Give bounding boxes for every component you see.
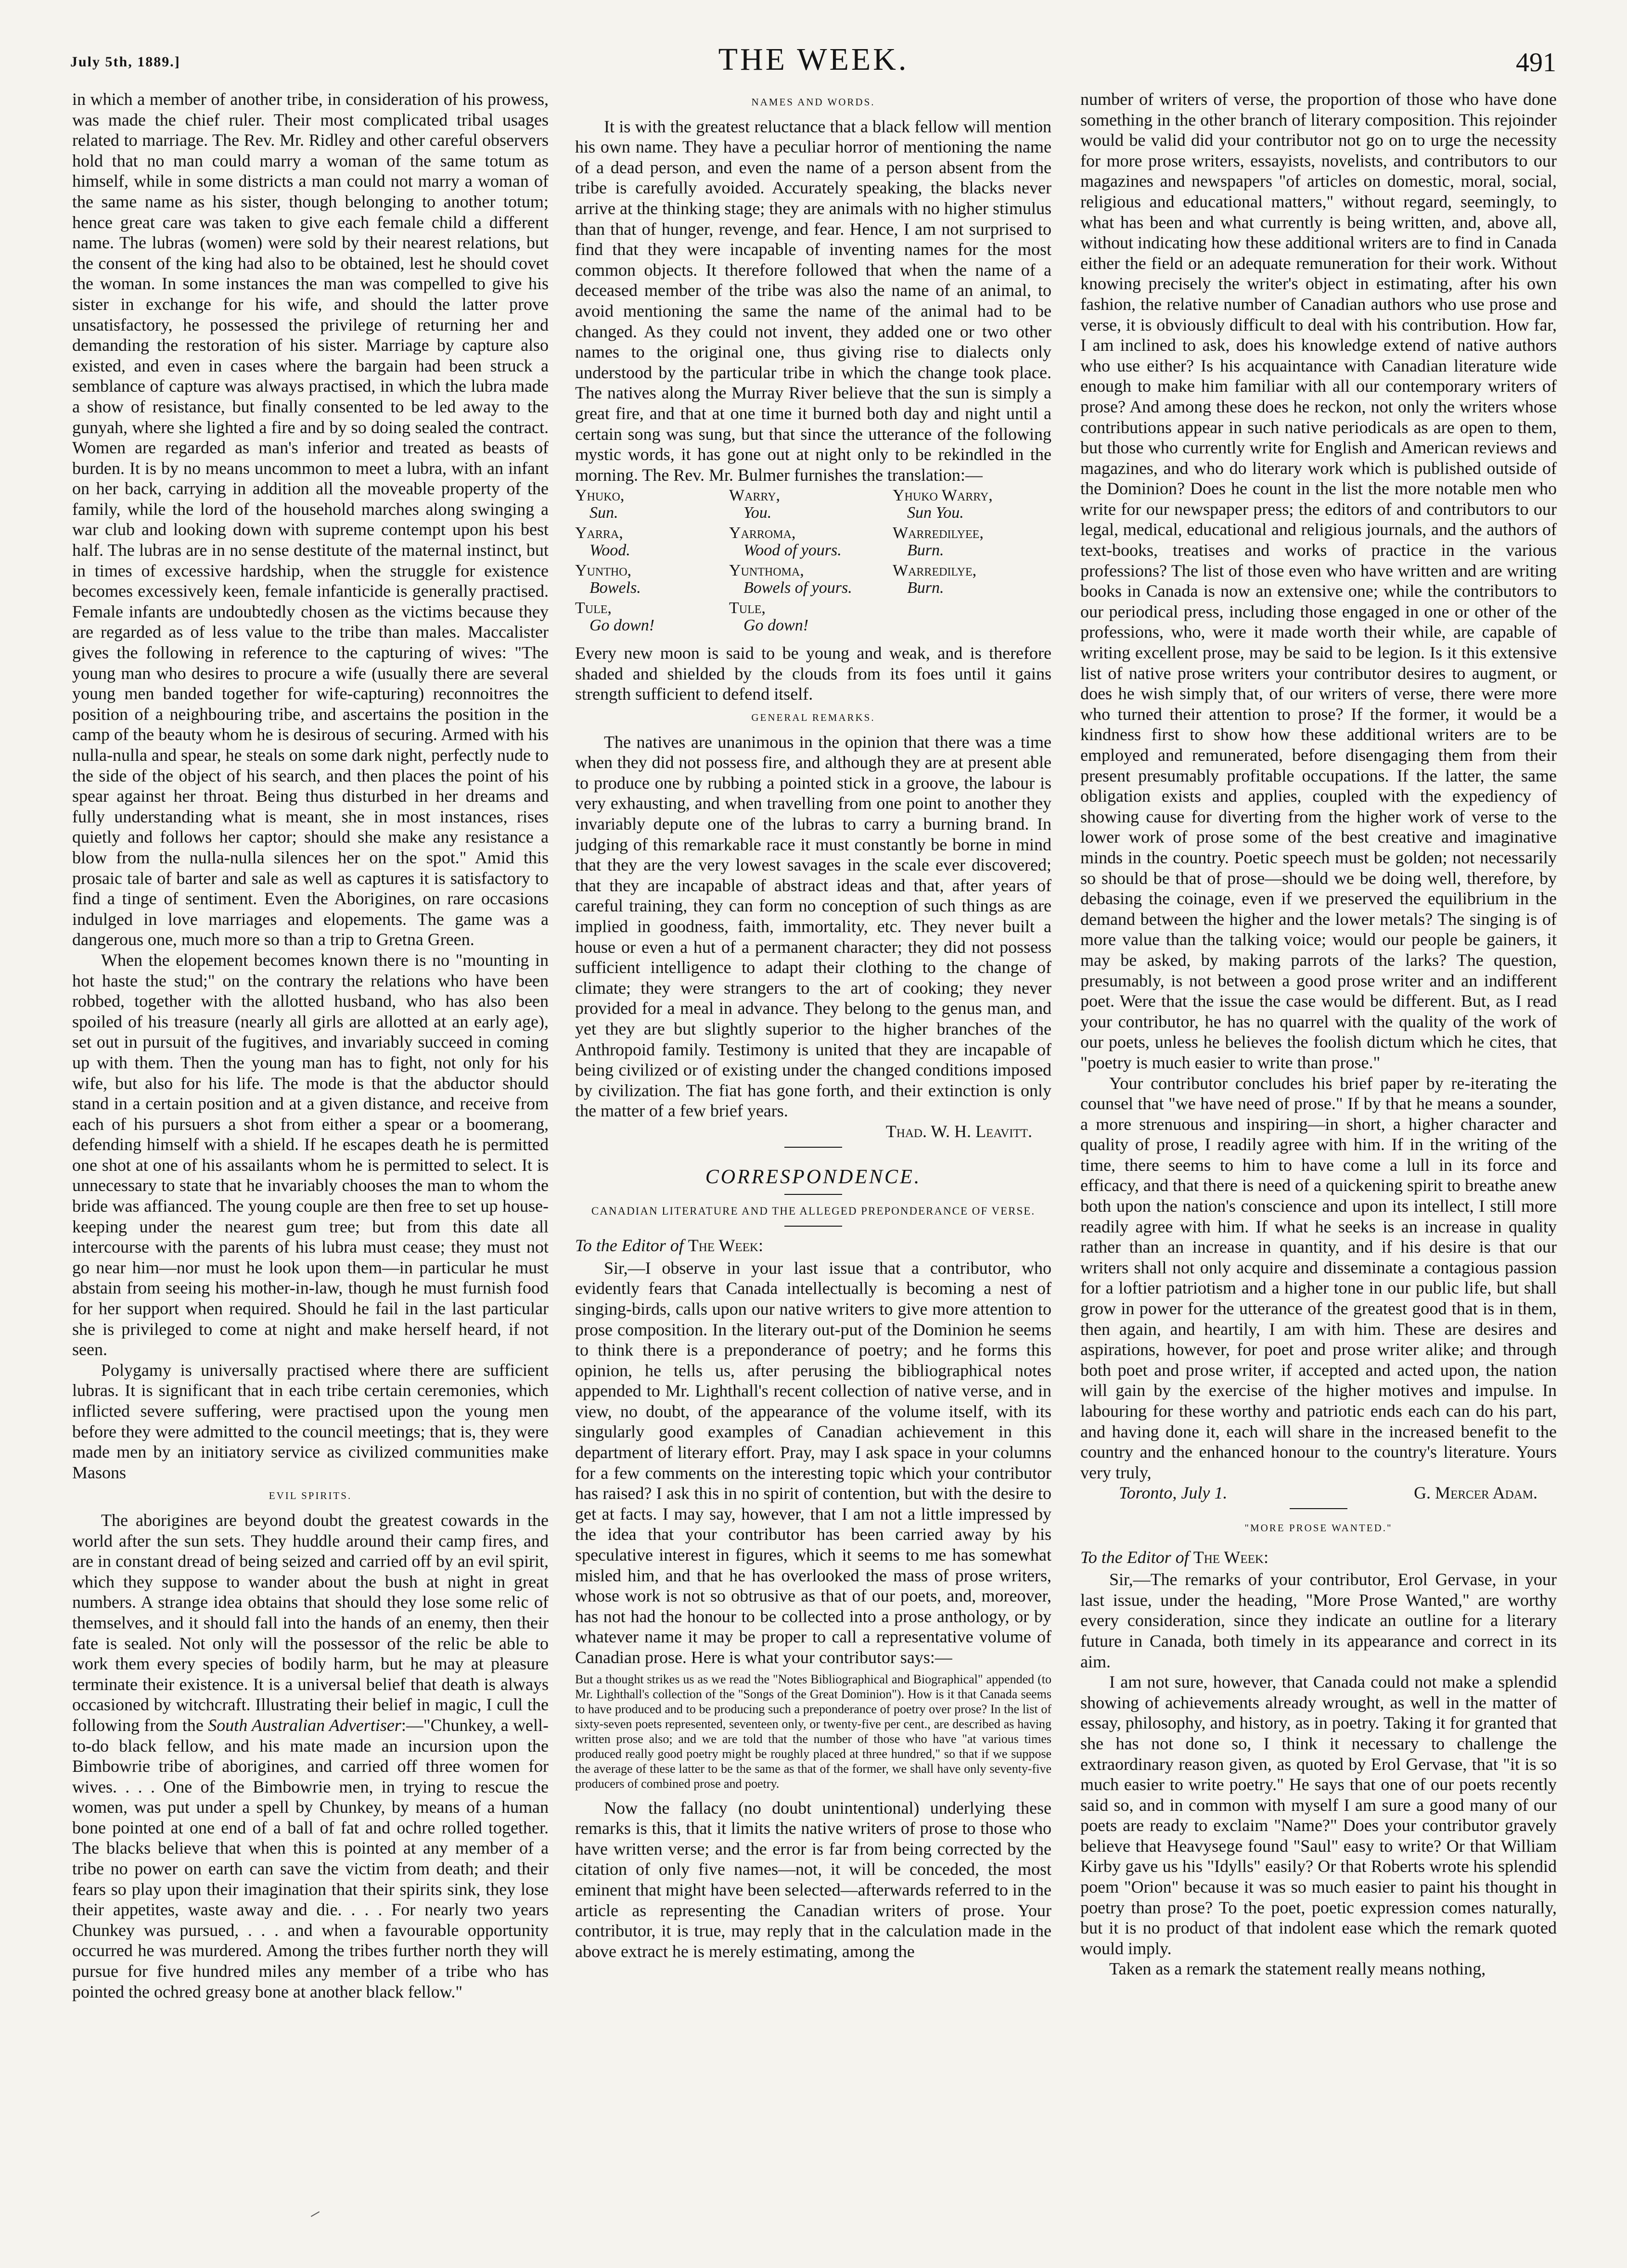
vocab-cell	[575, 600, 729, 634]
paragraph: The natives are unanimous in the opinion that there was a time when they did not possess fire, and although they are at present able to produce one by rubbing a pointed stick in a groove, the labour is very exhausting, and when travelling from one point to another they invariably depute one of the lubras to carry a burning brand. In judging of this remarkable race it must constantly be borne in mind that they are the very lowest savages in the scale ever discovered; that they are incapable of abstract ideas and that, after years of careful training, they can form no conception of such things as are implied in goodness, faith, immortality, etc. They never built a house or even a hut of a permanent character; they did not possess sufficient intelligence to adapt their clothing to the change of climate; they were strangers to the art of cooking; they never provided for a meal in advance. They belong to the genus man, and yet they are but slightly superior to the higher branches of the Anthropoid family. Testimony is united that they are incapable of being civilized or of existing under the changed conditions imposed by civilization. The fiat has gone forth, and their extinction is only the matter of a few brief years.	[575, 732, 1051, 1121]
vocab-cell	[893, 562, 1051, 597]
text-run: :—"Chunkey, a well-to-do black fellow, and his mate made an incursion upon the Bimbowrie tribe of aborigines, and carried off three women for wives. . . . One of the Bimbowrie men, in trying to rescue the women, was put under a spell by Chunkey, by means of a human bone pointed at one end of a ball of fat and ochre rolled together. The blacks believe that when this is pointed at any member of a tribe no power on earth can save the victim from death; and their fears so play upon their imagination that their spirits sink, they lose their appetites, waste away and die. . . . For nearly two years Chunkey was pursued, . . . and when a favourable opportunity occurred he was murdered. Among the tribes further north they will pursue for five hundred miles any member of a tribe who has pointed the ochred greasy bone at another black fellow."	[72, 1715, 549, 2001]
translation: Burn.	[907, 541, 944, 560]
salutation-suffix: :	[758, 1236, 763, 1256]
native-word: Tule,	[575, 599, 612, 617]
correspondence-heading: CORRESPONDENCE.	[705, 1166, 922, 1188]
text-run: The aborigines are beyond doubt the greatest cowards in the world after the sun sets. They huddle around their camp fires, and are in constant dread of being seized and carried off by an evil spirit, which they suppose to wander about the bush at night in great numbers. A strange idea obtains that should they lose some relic of themselves, and it should fall into the hands of an enemy, then their fate is sealed. Not only will the possessor of the relic be able to work them every species of bodily harm, but he may at pleasure terminate their existence. It is a universal belief that death is always occasioned by witchcraft. Illustrating their belief in magic, I cull the following from the	[72, 1510, 549, 1735]
native-word: Tule,	[729, 599, 766, 617]
translation: You.	[743, 504, 772, 522]
author-name: Thad. W. H. Leavitt.	[885, 1121, 1032, 1141]
native-word: Warredilyee,	[893, 524, 984, 542]
paragraph: in which a member of another tribe, in consideration of his prowess, was made the chief ruler. Their most complicated tribal usages related to marriage. The Rev. Mr. Ridley and other careful observers hold that no man could marry a woman of the same totum as himself, while in some districts a man could not marry a woman of the same name as his sister, though belonging to another totum; hence great care was taken to give each female child a different name. The lubras (women) were sold by their nearest relations, but the consent of the king had also to be obtained, lest he should covet the woman. In some instances the man was compelled to give his sister in exchange for his wife, and should the latter prove unsatisfactory, he possessed the privilege of returning her and demanding the restoration of his sister. Marriage by capture also existed, and even in cases where the bargain had been struck a semblance of capture was always practised, in which the lubra made a show of resistance, but finally consented to be led away to the gunyah, where she lighted a fire and by so doing sealed the contract. Women are regarded as man's inferior and treated as beasts of burden. It is by no means uncommon to meet a lubra, with an infant on her back, carrying in addition all the moveable property of the family, while the lord of the household marches along swinging a war club and looking down with supreme contempt upon his best half. The lubras are in no sense destitute of the maternal instinct, but in times of excessive hardship, when the struggle for existence becomes excessively keen, female infanticide is generally practised. Female infants are undoubtedly chosen as the victims because they are regarded as of less value to the tribe than males. Maccalister gives the following in reference to the capturing of wives: "The young man who desires to procure a wife (usually there are several young men banded together for wife-capturing) reconnoitres the position of a neighbouring tribe, and ascertains the position in the camp of the beauty whom he is desirous of securing. Armed with his nulla-nulla and spear, he steals on some dark night, perfectly nude to the side of the object of his search, and then places the point of his spear against her throat. Being thus disturbed in her dreams and fully understanding what is meant, she in most instances, rises quietly and follows her captor; should she make any resistance a blow from the nulla-nulla silences her on the spot." Amid this prosaic tale of barter and sale as well as captures it is satisfactory to find a tinge of sentiment. Even the Aborigines, on rare occasions indulged in love marriages and elopements. The game was a dangerous one, much more so than a trip to Gretna Green.	[72, 90, 549, 949]
vocab-cell	[575, 525, 729, 559]
salutation	[1080, 1547, 1557, 1568]
paragraph: It is with the greatest reluctance that a black fellow will mention his own name. They have a peculiar horror of mentioning the name of a dead person, and even the name of a person absent from the tribe is carefully avoided. Accurately speaking, the blacks never arrive at the thinking stage; they are animals with no higher stimulus than that of hunger, revenge, and fear. Hence, I am not surprised to find that they were incapable of inventing names for the most common objects. It therefore followed that when the name of a deceased member of the tribe was also the name of an animal, to avoid mentioning the same the name of the animal had to be changed. As they could not invent, they added one or two other names to the original one, thus giving rise to dialects only understood by the particular tribe in which the change took place. The natives along the Murray River believe that the sun is simply a great fire, and that at one time it burned both day and night until a certain song was sung, but that since the utterance of the following mystic words, it has gone out at night only to be rekindled in the morning. The Rev. Mr. Bulmer furnishes the translation:—	[575, 116, 1051, 485]
letter-heading: CANADIAN LITERATURE AND THE ALLEGED PREPONDERANCE OF VERSE.	[591, 1205, 1036, 1217]
divider	[784, 1147, 842, 1148]
paragraph: Sir,—I observe in your last issue that a contributor, who evidently fears that Canada intellectually is becoming a nest of singing-birds, calls upon our native writers to give more attention to prose composition. In the literary out-put of the Dominion he seems to think there is a preponderance of poetry; and he forms this opinion, he tells us, after perusing the bibliographical notes appended to Mr. Lighthall's recent collection of native verse, and in view, no doubt, of the appearance of the volume itself, with its singularly good examples of Canadian achievement in this department of literary effort. Pray, may I ask space in your columns for a few comments on the interesting topic which your contributor has raised? I ask this in no spirit of contention, but with the desire to get at facts. I may say, however, that I am not a little impressed by the idea that your contributor has been carried away by his speculative interest in figures, which it seems to me has somewhat misled him, and that he has overlooked the mass of prose writers, whose work is not so obtrusive as that of our poets, and, moreover, has not had the honour to be collected into a prose anthology, or by whatever name it may be proper to call a representative volume of Canadian prose. Here is what your contributor says:—	[575, 1258, 1051, 1667]
paragraph: When the elopement becomes known there is no "mounting in hot haste the stud;" on the contrary the relations who have been robbed, together with the allotted husband, who has also been spoiled of his treasure (nearly all girls are allotted at an early age), set out in pursuit of the fugitives, and invariably succeed in coming up with them. Then the young man has to fight, not only for his wife, but also for his life. The mode is that the abductor should stand in a certain position and at a given distance, and receive from each of his pursuers a shot from either a spear or a boomerang, defending himself with a shield. If he escapes death he is permitted one shot at one of his assailants whom he is permitted to select. It is unnecessary to state that he invariably chooses the man to whom the bride was affianced. The young couple are then free to set up house-keeping under the nearest gum tree; but from this date all intercourse with the parents of his lubra must cease; they must not go near him—nor must he look upon them—in particular he must abstain from seeing his mother-in-law, though he must furnish food for her support when required. Should he fail in the last particular she is privileged to come at night and make herself heard, if not seen.	[72, 950, 549, 1359]
paragraph: Polygamy is universally practised where there are sufficient lubras. It is significant that in each tribe certain ceremonies, which inflicted severe suffering, were practised upon the young men before they were admitted to the council meetings; that is, they were made men by an initiatory service as civilized communities make Masons	[72, 1360, 549, 1482]
column-middle	[575, 89, 1051, 2242]
paragraph: Your contributor concludes his brief paper by re-iterating the counsel that "we have need of prose." If by that he means a sounder, a more strenuous and inspiring—in short, a higher character and quality of prose, I readily agree with him. If in the writing of the time, there seems to him to have come a lull in its force and efficacy, and that there is need of a quickening spirit to breathe anew both upon the nation's conscience and upon its intellect, I still more readily agree with him. If what he seeks is an increase in quality rather than an increase in quantity, and if his desire is that our writers shall not only acquire and disseminate a contagious passion for a loftier patriotism and a higher tone in our public life, but shall grow in power for the utterance of the greatest good that is in them, then again, and heartily, I am with him. These are desires and aspirations, however, for poet and prose writer alike; and through both poet and prose writer, if accepted and acted upon, the nation will gain by the exercise of the higher motives and impulse. In labouring for these worthy and patriotic ends each can do his part, and having done it, each will share in the increased benefit to the country and the enhanced honour to the country's literature. Yours very truly,	[1080, 1073, 1557, 1482]
native-word: Yarroma,	[729, 524, 796, 542]
salutation-suffix: :	[1263, 1547, 1268, 1567]
native-word: Yuntho,	[575, 562, 632, 580]
section-heading-names-and-words: NAMES AND WORDS.	[751, 96, 875, 108]
salutation-prefix: To the Editor of	[575, 1236, 688, 1256]
paragraph	[72, 1510, 549, 2002]
native-word: Warry,	[729, 487, 780, 505]
paragraph: Taken as a remark the statement really means nothing,	[1109, 1959, 1486, 1979]
column-left	[72, 89, 549, 2242]
page-header	[0, 0, 1627, 87]
vocab-cell	[893, 487, 1051, 522]
vocab-cell	[729, 487, 893, 522]
divider	[784, 1226, 842, 1227]
vocab-cell	[575, 562, 729, 597]
masthead-title: THE WEEK.	[718, 42, 909, 77]
divider	[1290, 1508, 1347, 1509]
vocab-cell	[575, 487, 729, 522]
divider	[784, 1194, 842, 1195]
paragraph: Every new moon is said to be young and weak, and is therefore shaded and shielded by the clouds from its foes until it gains strength sufficient to defend itself.	[575, 643, 1051, 704]
translation: Wood.	[589, 541, 630, 560]
vocab-cell	[893, 525, 1051, 559]
salutation	[575, 1235, 1051, 1256]
vocabulary-table	[575, 487, 1051, 637]
translation: Burn.	[907, 579, 944, 597]
translation: Sun.	[589, 504, 618, 522]
paragraph: I am not sure, however, that Canada could not make a splendid showing of achievements already wrought, as well in the matter of essay, philosophy, and history, as in poetry. Taking it for granted that she has not done so, I think it necessary to challenge the extraordinary reason given, as quoted by Erol Gervase, that "it is so much easier to write poetry." He says that one of our poets recently said so, and in common with myself I am sure a good many of our poets are ready to exclaim "Name?" Does your contributor gravely believe that Heavysege found "Saul" easy to write? Or that William Kirby gave us his "Idylls" easily? Or that Roberts wrote his splendid poem "Orion" because it was so much easier to paint his thought in poetry than prose? To the poet, poetic expression comes naturally, but it is no product of that indolent ease which the remark quoted would imply.	[1080, 1672, 1557, 1958]
section-heading-evil-spirits: EVIL SPIRITS.	[269, 1490, 352, 1502]
vocab-cell	[893, 600, 1051, 634]
issue-date: July 5th, 1889.]	[70, 54, 180, 70]
paragraph: Now the fallacy (no doubt unintentional) underlying these remarks is this, that it limits the native writers of prose to those who have written verse; and the error is far from being corrected by the citation of only five names—not, it will be conceded, the most eminent that might have been selected—afterwards referred to in the article as representing the Canadian writers of prose. Your contributor, it is true, may reply that in the calculation made in the above extract he is merely estimating, among the	[575, 1798, 1051, 1961]
native-word: Yhuko,	[575, 487, 625, 505]
native-word: Yarra,	[575, 524, 623, 542]
signoff-place: Toronto, July 1.	[1119, 1483, 1228, 1503]
translation: Sun You.	[907, 504, 964, 522]
translation: Bowels of yours.	[743, 579, 852, 597]
signoff-name: G. Mercer Adam.	[1414, 1483, 1537, 1503]
letter-heading-more-prose: "MORE PROSE WANTED."	[1244, 1522, 1393, 1534]
translation: Go down!	[743, 616, 809, 635]
native-word: Warredilye,	[893, 562, 977, 580]
translation: Wood of yours.	[743, 541, 842, 560]
publication-name: The Week	[688, 1236, 758, 1256]
section-heading-general-remarks: GENERAL REMARKS.	[751, 712, 875, 724]
letter-signoff	[1080, 1483, 1557, 1503]
author-signature	[575, 1121, 1051, 1142]
salutation-prefix: To the Editor of	[1080, 1547, 1193, 1567]
translation: Bowels.	[589, 579, 641, 597]
translation: Go down!	[589, 616, 655, 635]
paragraph: Sir,—The remarks of your contributor, Erol Gervase, in your last issue, under the heading, "More Prose Wanted," are worthy every consideration, since they indicate an outline for a literary future in Canada, both timely in its appearance and correct in its aim.	[1080, 1570, 1557, 1671]
paragraph: number of writers of verse, the proportion of those who have done something in the other branch of literary composition. This rejoinder would be valid did your contributor not go on to urge the necessity for more prose writers, essayists, novelists, and contributors to our magazines and newspapers "of articles on domestic, moral, social, religious and educational matters," without regard, seemingly, to what has been and what currently is being written, and, above all, without indicating how these additional writers are to find in Canada either the field or an adequate remuneration for their work. Without knowing precisely the writer's object in estimating, after his own fashion, the relative number of Canadian authors who use prose and verse, it is obviously difficult to deal with his contribution. How far, I am inclined to ask, does his knowledge extend of native authors who use either? Is his acquaintance with Canadian literature wide enough to make him familiar with all our contemporary writers of prose? And among these does he reckon, not only the writers whose contributions appear in such native periodicals as are open to them, but those who currently write for English and American reviews and magazines, and who do literary work which is published outside of the Dominion? Does he count in the list the more notable men who write for our newspaper press; the editors of and contributors to our legal, medical, educational and religious journals, and the authors of text-books, treatises and works of practice in the various professions? The list of those even who have written and are writing books in Canada is now an extensive one; while the contributors to our periodical press, including those engaged in one or other of the professions, who, were it made worth their while, are capable of writing excellent prose, may be said to be legion. Is it this extensive list of native prose writers your contributor desires to augment, or does he wish simply that, of our writers of verse, there were more who turned their attention to prose? If the former, it would be a kindness first to show how these additional writers are to be employed and remunerated, before disengaging them from their present presumably profitable occupations. If the latter, the same obligation exists and applies, coupled with the expediency of showing cause for diverting from the higher work of verse to the lower work of prose some of the best creative and imaginative minds in the country. Poetic speech must be golden; not necessarily so should be that of prose—should we be doing well, therefore, by debasing the coinage, even if we preserved the equilibrium in the demand between the higher and the lower metals? The singing is of more value than the talking voice; would our people be gainers, it may be asked, by making parrots of the larks? The question, presumably, is not between a good prose writer and an indifferent poet. Were that the issue the case would be different. But, as I read your contributor, he has no quarrel with the quality of the work of our poets, unless he believes the foolish dictum which he cites, that "poetry is much easier to write than prose."	[1080, 90, 1557, 1072]
vocab-cell	[729, 600, 893, 634]
page-number: 491	[1516, 48, 1556, 77]
native-word: Yunthoma,	[729, 562, 804, 580]
newspaper-title: South Australian Advertiser	[208, 1715, 401, 1735]
column-right	[1080, 89, 1557, 2242]
native-word: Yhuko Warry,	[893, 487, 993, 505]
vocab-cell	[729, 562, 893, 597]
vocab-cell	[729, 525, 893, 559]
quoted-footnote: But a thought strikes us as we read the "Notes Bibliographical and Biographical" appended (to Mr. Lighthall's collection of the "Songs of the Great Dominion"). How is it that Canada seems to have produced and to be producing such a preponderance of poetry over prose? In the list of sixty-seven poets represented, seventeen only, or twenty-five per cent., are described as having written prose also; and we are told that the number of those who have "at various times produced really good poetry might be roughly placed at three hundred," so that if we suppose the average of these latter to be the same as that of the former, we shall have only seventy-five producers of combined prose and poetry.	[575, 1672, 1051, 1791]
publication-name: The Week	[1193, 1547, 1264, 1567]
